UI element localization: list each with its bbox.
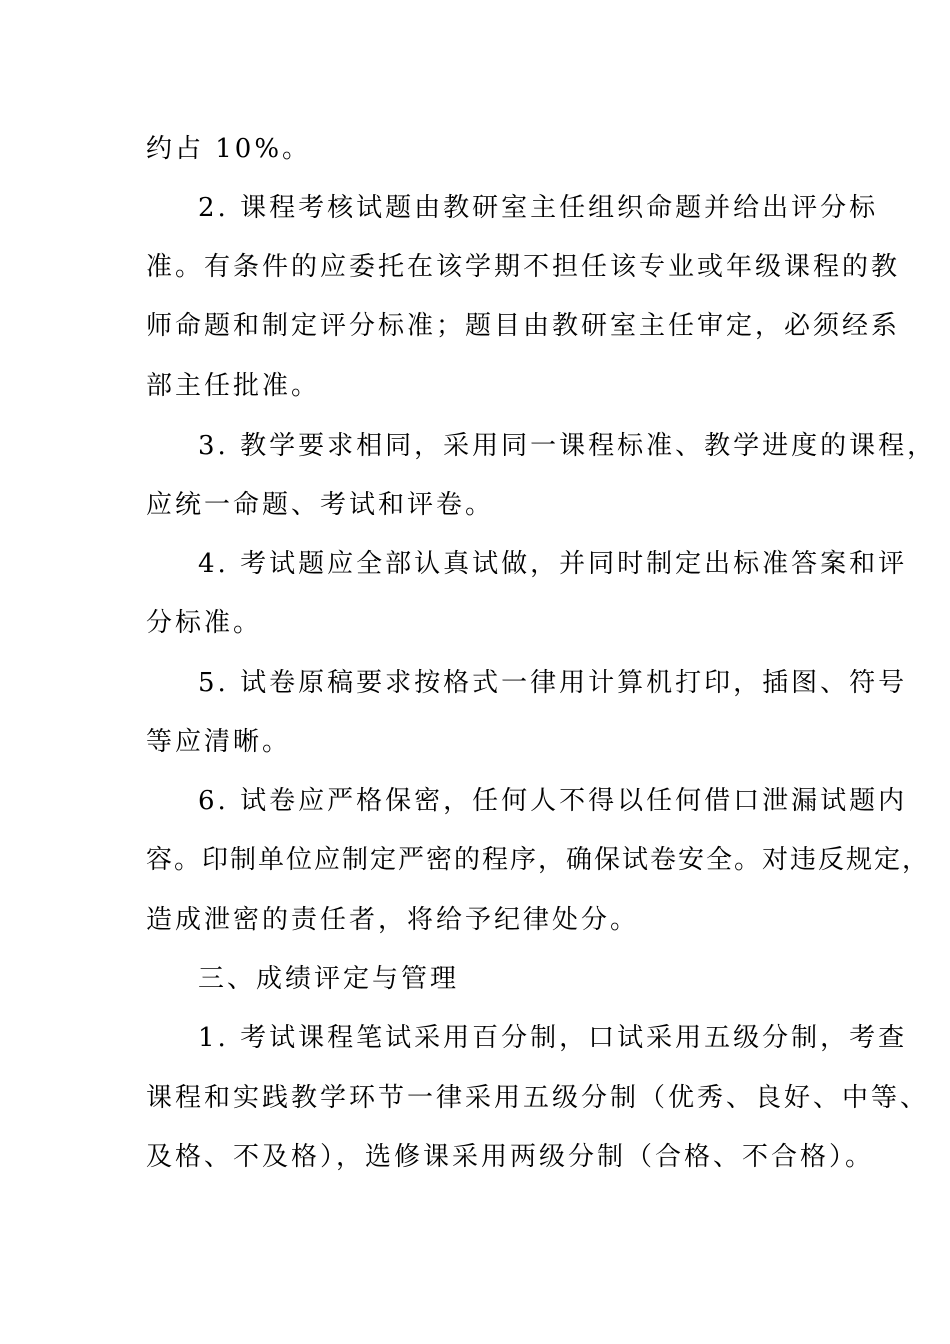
text-line: 6. 试卷应严格保密，任何人不得以任何借口泄漏试题内 <box>198 786 908 816</box>
text-line: 部主任批准。 <box>146 371 321 401</box>
section-heading: 三、成绩评定与管理 <box>198 964 460 994</box>
text-line: 及格、不及格），选修课采用两级分制（合格、不合格）。 <box>146 1142 875 1172</box>
text-line: 5. 试卷原稿要求按格式一律用计算机打印，插图、符号 <box>198 668 908 698</box>
text-line: 1. 考试课程笔试采用百分制，口试采用五级分制，考查 <box>198 1023 908 1053</box>
text-line: 3. 教学要求相同，采用同一课程标准、教学进度的课程， <box>198 431 937 461</box>
text-line: 等应清晰。 <box>146 727 292 757</box>
text-line: 2. 课程考核试题由教研室主任组织命题并给出评分标 <box>198 193 879 223</box>
text-line: 师命题和制定评分标准；题目由教研室主任审定，必须经系 <box>146 311 901 341</box>
text-line: 约占 10%。 <box>146 134 312 164</box>
text-line: 准。有条件的应委托在该学期不担任该专业或年级课程的教 <box>146 252 901 282</box>
text-line: 造成泄密的责任者，将给予纪律处分。 <box>146 905 640 935</box>
text-line: 容。印制单位应制定严密的程序，确保试卷安全。对违反规定， <box>146 845 931 875</box>
text-line: 分标准。 <box>146 608 263 638</box>
text-line: 4. 考试题应全部认真试做，并同时制定出标准答案和评 <box>198 549 908 579</box>
text-line: 应统一命题、考试和评卷。 <box>146 490 495 520</box>
text-line: 课程和实践教学环节一律采用五级分制（优秀、良好、中等、 <box>146 1083 930 1113</box>
